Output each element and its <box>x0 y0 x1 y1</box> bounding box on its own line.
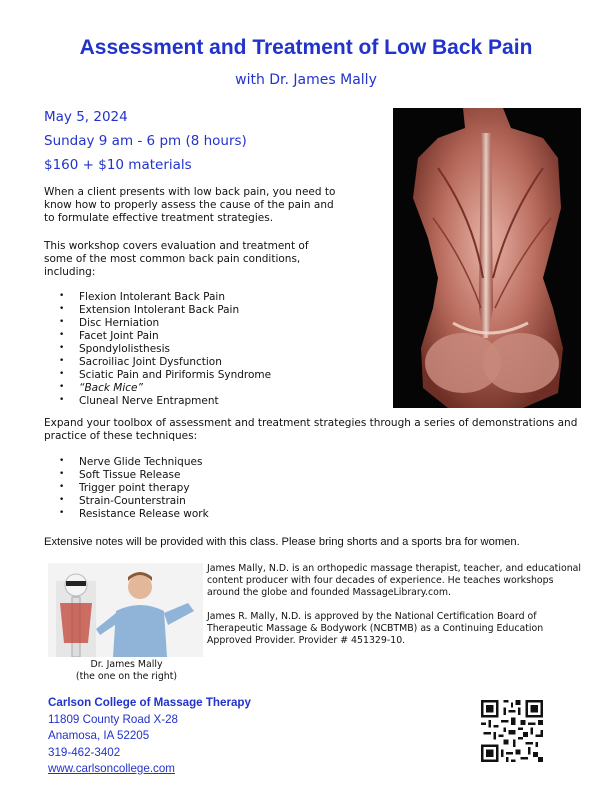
school-address-line1: 11809 County Road X-28 <box>48 712 178 726</box>
class-notes: Extensive notes will be provided with this class. Please bring shorts and a sports bra for women. <box>44 536 520 548</box>
list-item: • Strain-Counterstrain <box>44 495 209 508</box>
school-address-line2: Anamosa, IA 52205 <box>48 729 150 742</box>
intro-paragraph: When a client presents with low back pain, you need to know how to properly assess the cause of the pain and to formulate effective treatment strategies. <box>44 186 336 225</box>
conditions-list <box>44 291 271 408</box>
toolbox-paragraph: Expand your toolbox of assessment and treatment strategies through a series of demonstrations and practice of these techniques: <box>44 417 578 443</box>
caption-name: Dr. James Mally <box>90 659 163 670</box>
back-muscles-image <box>393 108 581 408</box>
list-item: • Disc Herniation <box>44 317 271 330</box>
list-item: • Trigger point therapy <box>44 482 209 495</box>
caption-note: (the one on the right) <box>75 671 178 682</box>
instructor-bio: James Mally, N.D. is an orthopedic massage therapist, teacher, and educational content producer with four decades of experience. He teaches workshops around the globe and founded MassageLibrary.com. <box>207 563 581 599</box>
workshop-price: $160 + $10 materials <box>44 157 192 173</box>
school-website-link[interactable]: www.carlsoncollege.com <box>48 762 175 775</box>
list-item: • Soft Tissue Release <box>44 469 209 482</box>
list-item: • Extension Intolerant Back Pain <box>44 304 271 317</box>
list-item: • Spondylolisthesis <box>44 343 271 356</box>
school-phone: 319-462-3402 <box>48 745 121 759</box>
techniques-list <box>44 456 209 521</box>
list-item: • Cluneal Nerve Entrapment <box>44 395 271 408</box>
list-item: • Resistance Release work <box>44 508 209 521</box>
qr-code[interactable] <box>481 700 543 762</box>
list-item: • Facet Joint Pain <box>44 330 271 343</box>
workshop-time: Sunday 9 am - 6 pm (8 hours) <box>44 133 247 149</box>
workshop-date: May 5, 2024 <box>44 109 128 125</box>
list-item: • Sciatic Pain and Piriformis Syndrome <box>44 369 271 382</box>
list-item: • Flexion Intolerant Back Pain <box>44 291 271 304</box>
school-info <box>48 695 251 778</box>
coverage-paragraph: This workshop covers evaluation and treatment of some of the most common back pain conditions, including: <box>44 240 309 279</box>
list-item: • “Back Mice” <box>44 382 271 395</box>
list-item: • Sacroiliac Joint Dysfunction <box>44 356 271 369</box>
list-item: • Nerve Glide Techniques <box>44 456 209 469</box>
photo-caption <box>44 659 209 683</box>
instructor-subtitle: with Dr. James Mally <box>235 72 377 88</box>
certification-text: James R. Mally, N.D. is approved by the National Certification Board of Therapeutic Massage & Bodywork (NCBTMB) as a Continuing Education Approved Provider. Provider # 451329-10. <box>207 611 544 647</box>
instructor-photo <box>48 563 203 657</box>
page-title: Assessment and Treatment of Low Back Pain <box>79 36 533 59</box>
school-name: Carlson College of Massage Therapy <box>48 696 251 709</box>
